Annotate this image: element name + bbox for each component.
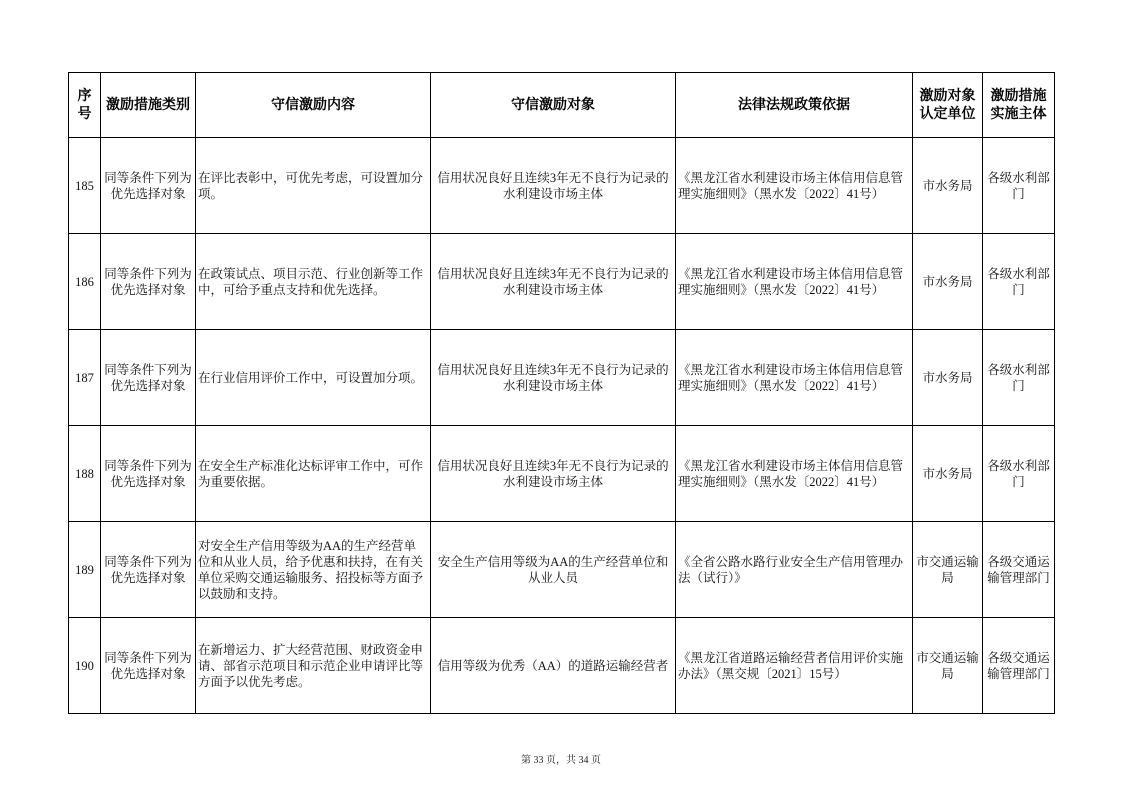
implementing-body-cell: 各级交通运输管理部门 (983, 522, 1055, 618)
table-row (69, 138, 1055, 234)
recognition-unit-cell: 市水务局 (913, 426, 983, 522)
serial-number-cell: 187 (69, 330, 101, 426)
incentive-content-cell: 在政策试点、项目示范、行业创新等工作中，可给予重点支持和优先选择。 (196, 234, 431, 330)
incentive-target-cell: 信用状况良好且连续3年无不良行为记录的水利建设市场主体 (431, 426, 676, 522)
header-incentive-category: 激励措施类别 (101, 73, 196, 138)
serial-number-cell: 190 (69, 618, 101, 714)
incentive-target-cell: 信用状况良好且连续3年无不良行为记录的水利建设市场主体 (431, 138, 676, 234)
header-incentive-content: 守信激励内容 (196, 73, 431, 138)
incentive-content-cell: 在评比表彰中，可优先考虑，可设置加分项。 (196, 138, 431, 234)
category-cell: 同等条件下列为优先选择对象 (101, 618, 196, 714)
incentive-target-cell: 安全生产信用等级为AA的生产经营单位和从业人员 (431, 522, 676, 618)
serial-number-cell: 185 (69, 138, 101, 234)
implementing-body-cell: 各级水利部门 (983, 426, 1055, 522)
page-number-footer: 第 33 页，共 34 页 (521, 755, 601, 766)
category-cell: 同等条件下列为优先选择对象 (101, 138, 196, 234)
incentive-content-cell: 在行业信用评价工作中，可设置加分项。 (196, 330, 431, 426)
category-cell: 同等条件下列为优先选择对象 (101, 330, 196, 426)
table-row (69, 330, 1055, 426)
recognition-unit-cell: 市水务局 (913, 234, 983, 330)
incentive-content-cell: 在新增运力、扩大经营范围、财政资金申请、部省示范项目和示范企业申请评比等方面予以优先考虑。 (196, 618, 431, 714)
header-incentive-target: 守信激励对象 (431, 73, 676, 138)
incentive-target-cell: 信用状况良好且连续3年无不良行为记录的水利建设市场主体 (431, 234, 676, 330)
implementing-body-cell: 各级交通运输管理部门 (983, 618, 1055, 714)
recognition-unit-cell: 市交通运输局 (913, 618, 983, 714)
category-cell: 同等条件下列为优先选择对象 (101, 522, 196, 618)
header-recognition-unit: 激励对象认定单位 (913, 73, 983, 138)
recognition-unit-cell: 市交通运输局 (913, 522, 983, 618)
table-row (69, 234, 1055, 330)
serial-number-cell: 189 (69, 522, 101, 618)
incentive-target-cell: 信用等级为优秀（AA）的道路运输经营者 (431, 618, 676, 714)
serial-number-cell: 188 (69, 426, 101, 522)
serial-number-cell: 186 (69, 234, 101, 330)
legal-basis-cell: 《黑龙江省水利建设市场主体信用信息管理实施细则》（黑水发〔2022〕41号） (676, 234, 913, 330)
legal-basis-cell: 《黑龙江省水利建设市场主体信用信息管理实施细则》（黑水发〔2022〕41号） (676, 330, 913, 426)
legal-basis-cell: 《黑龙江省道路运输经营者信用评价实施办法》（黑交规〔2021〕15号） (676, 618, 913, 714)
header-implementing-body: 激励措施实施主体 (983, 73, 1055, 138)
implementing-body-cell: 各级水利部门 (983, 234, 1055, 330)
table-row (69, 522, 1055, 618)
incentive-content-cell: 在安全生产标准化达标评审工作中，可作为重要依据。 (196, 426, 431, 522)
category-cell: 同等条件下列为优先选择对象 (101, 426, 196, 522)
table-row (69, 426, 1055, 522)
legal-basis-cell: 《全省公路水路行业安全生产信用管理办法（试行）》 (676, 522, 913, 618)
legal-basis-cell: 《黑龙江省水利建设市场主体信用信息管理实施细则》（黑水发〔2022〕41号） (676, 138, 913, 234)
category-cell: 同等条件下列为优先选择对象 (101, 234, 196, 330)
incentive-content-cell: 对安全生产信用等级为AA的生产经营单位和从业人员，给予优惠和扶持，在有关单位采购交通运输服务、招投标等方面予以鼓励和支持。 (196, 522, 431, 618)
incentive-target-cell: 信用状况良好且连续3年无不良行为记录的水利建设市场主体 (431, 330, 676, 426)
legal-basis-cell: 《黑龙江省水利建设市场主体信用信息管理实施细则》（黑水发〔2022〕41号） (676, 426, 913, 522)
recognition-unit-cell: 市水务局 (913, 138, 983, 234)
header-serial-number: 序号 (69, 73, 101, 138)
implementing-body-cell: 各级水利部门 (983, 138, 1055, 234)
recognition-unit-cell: 市水务局 (913, 330, 983, 426)
header-legal-basis: 法律法规政策依据 (676, 73, 913, 138)
table-row (69, 618, 1055, 714)
table-header-row (69, 73, 1055, 138)
implementing-body-cell: 各级水利部门 (983, 330, 1055, 426)
credit-incentive-table (68, 72, 1055, 714)
